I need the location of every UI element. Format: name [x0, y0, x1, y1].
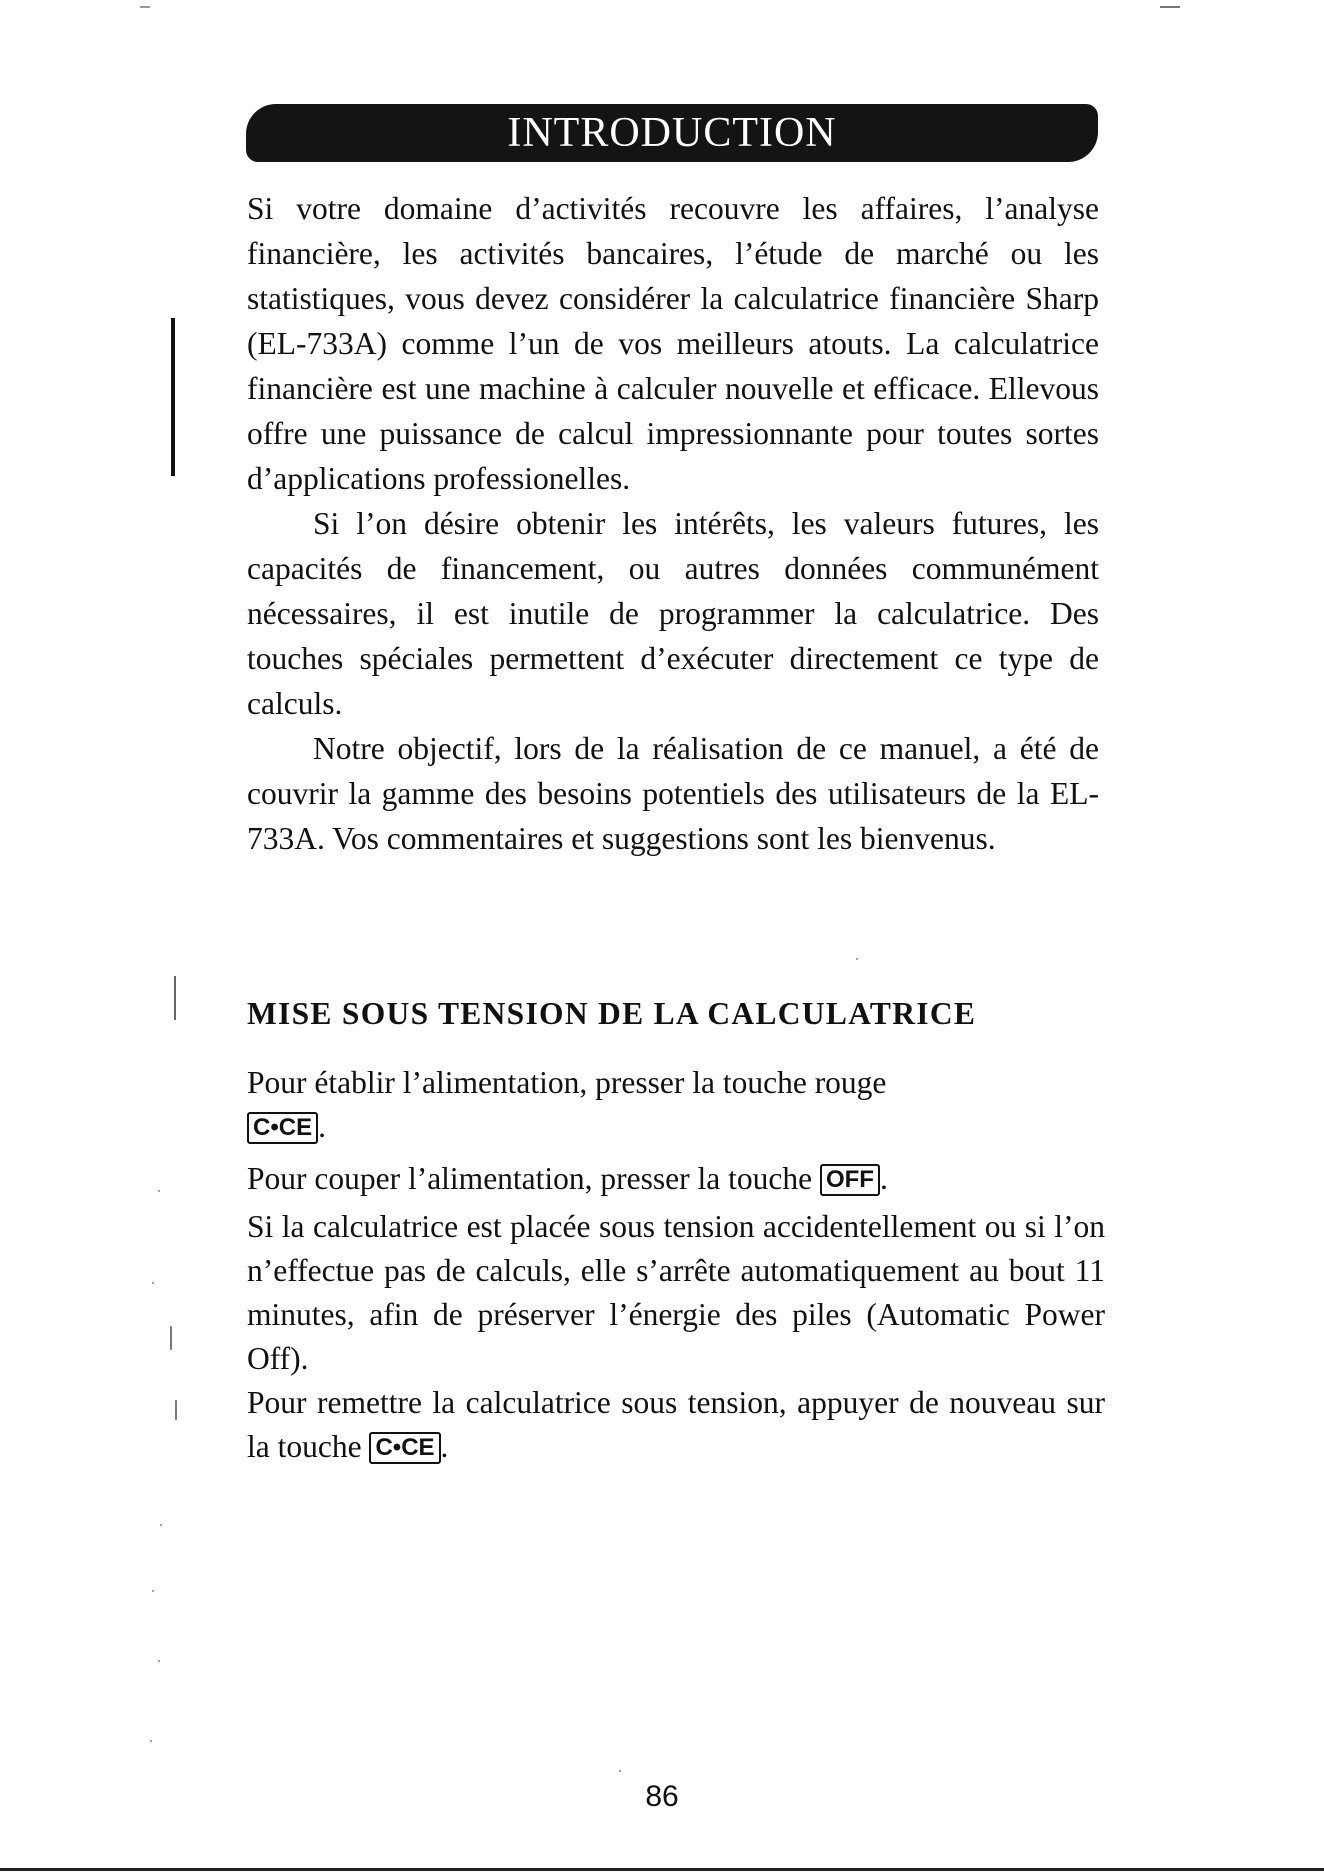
instruction-power-on-again: [247, 1381, 1105, 1469]
intro-paragraph: Si votre domaine d’activités recouvre les affaires, l’analyse financière, les activités bancaires, l’étude de marché ou les statistiques, vous devez considérer la calculatrice financière Sharp (EL-733A) comme l’un de vos meilleurs atouts. La calculatrice financière est une machine à calculer nouvelle et efficace. Ellevous offre une puissance de calcul impressionnante pour toutes sortes d’applications professionelles.: [247, 191, 1099, 496]
off-key-icon: OFF: [820, 1164, 880, 1196]
top-left-tick: [140, 6, 150, 8]
speck: [152, 1590, 154, 1592]
power-instructions: [247, 1061, 1105, 1469]
instruction-auto-off: Si la calculatrice est placée sous tension accidentellement ou si l’on n’effectue pas de calculs, elle s’arrête automatiquement au bout 11 minutes, afin de préserver l’énergie des piles (Automatic Power Off).: [247, 1209, 1105, 1376]
intro-paragraph: Notre objectif, lors de la réalisation de ce manuel, a été de couvrir la gamme des besoins potentiels des utilisateurs de la EL-733A. Vos commentaires et suggestions sont les bienvenus.: [247, 731, 1099, 856]
c-ce-key-icon: C•CE: [369, 1432, 440, 1464]
speck: [152, 1282, 154, 1284]
speck: [158, 1660, 160, 1662]
top-right-tick: [1160, 6, 1180, 8]
speck: [619, 1770, 621, 1772]
instruction-text: Pour remettre la calculatrice sous tension, appuyer de nouveau sur la touche: [247, 1385, 1105, 1464]
instruction-power-off: [247, 1157, 1105, 1201]
margin-tick: [174, 976, 176, 1020]
period: .: [879, 1161, 888, 1196]
speck: [150, 1740, 152, 1742]
section-title-banner: [246, 104, 1098, 162]
instruction-power-on: [247, 1061, 1105, 1149]
intro-paragraph: Si l’on désire obtenir les intérêts, les valeurs futures, les capacités de financement, ou autres données communément nécessaires, il est inutile de programmer la calculatrice. Des touches spéciales permettent d’exécuter directement ce type de calculs.: [247, 506, 1099, 721]
page-title: INTRODUCTION: [507, 110, 837, 156]
intro-text: [247, 186, 1099, 861]
instruction-text: Pour couper l’alimentation, presser la touche: [247, 1161, 813, 1196]
c-ce-key-icon: C•CE: [247, 1112, 318, 1144]
speck: [856, 958, 858, 960]
speck: [175, 1400, 177, 1420]
bottom-edge-line: [0, 1868, 1324, 1871]
period: .: [440, 1429, 449, 1464]
section-heading: MISE SOUS TENSION DE LA CALCULATRICE: [247, 996, 977, 1031]
period: .: [318, 1109, 326, 1144]
speck: [170, 1326, 172, 1350]
speck: [158, 1190, 160, 1192]
speck: [160, 1524, 162, 1526]
instruction-text: Pour établir l’alimentation, presser la touche rouge: [247, 1065, 887, 1100]
page-number: 86: [645, 1780, 679, 1813]
margin-bar: [171, 318, 175, 476]
